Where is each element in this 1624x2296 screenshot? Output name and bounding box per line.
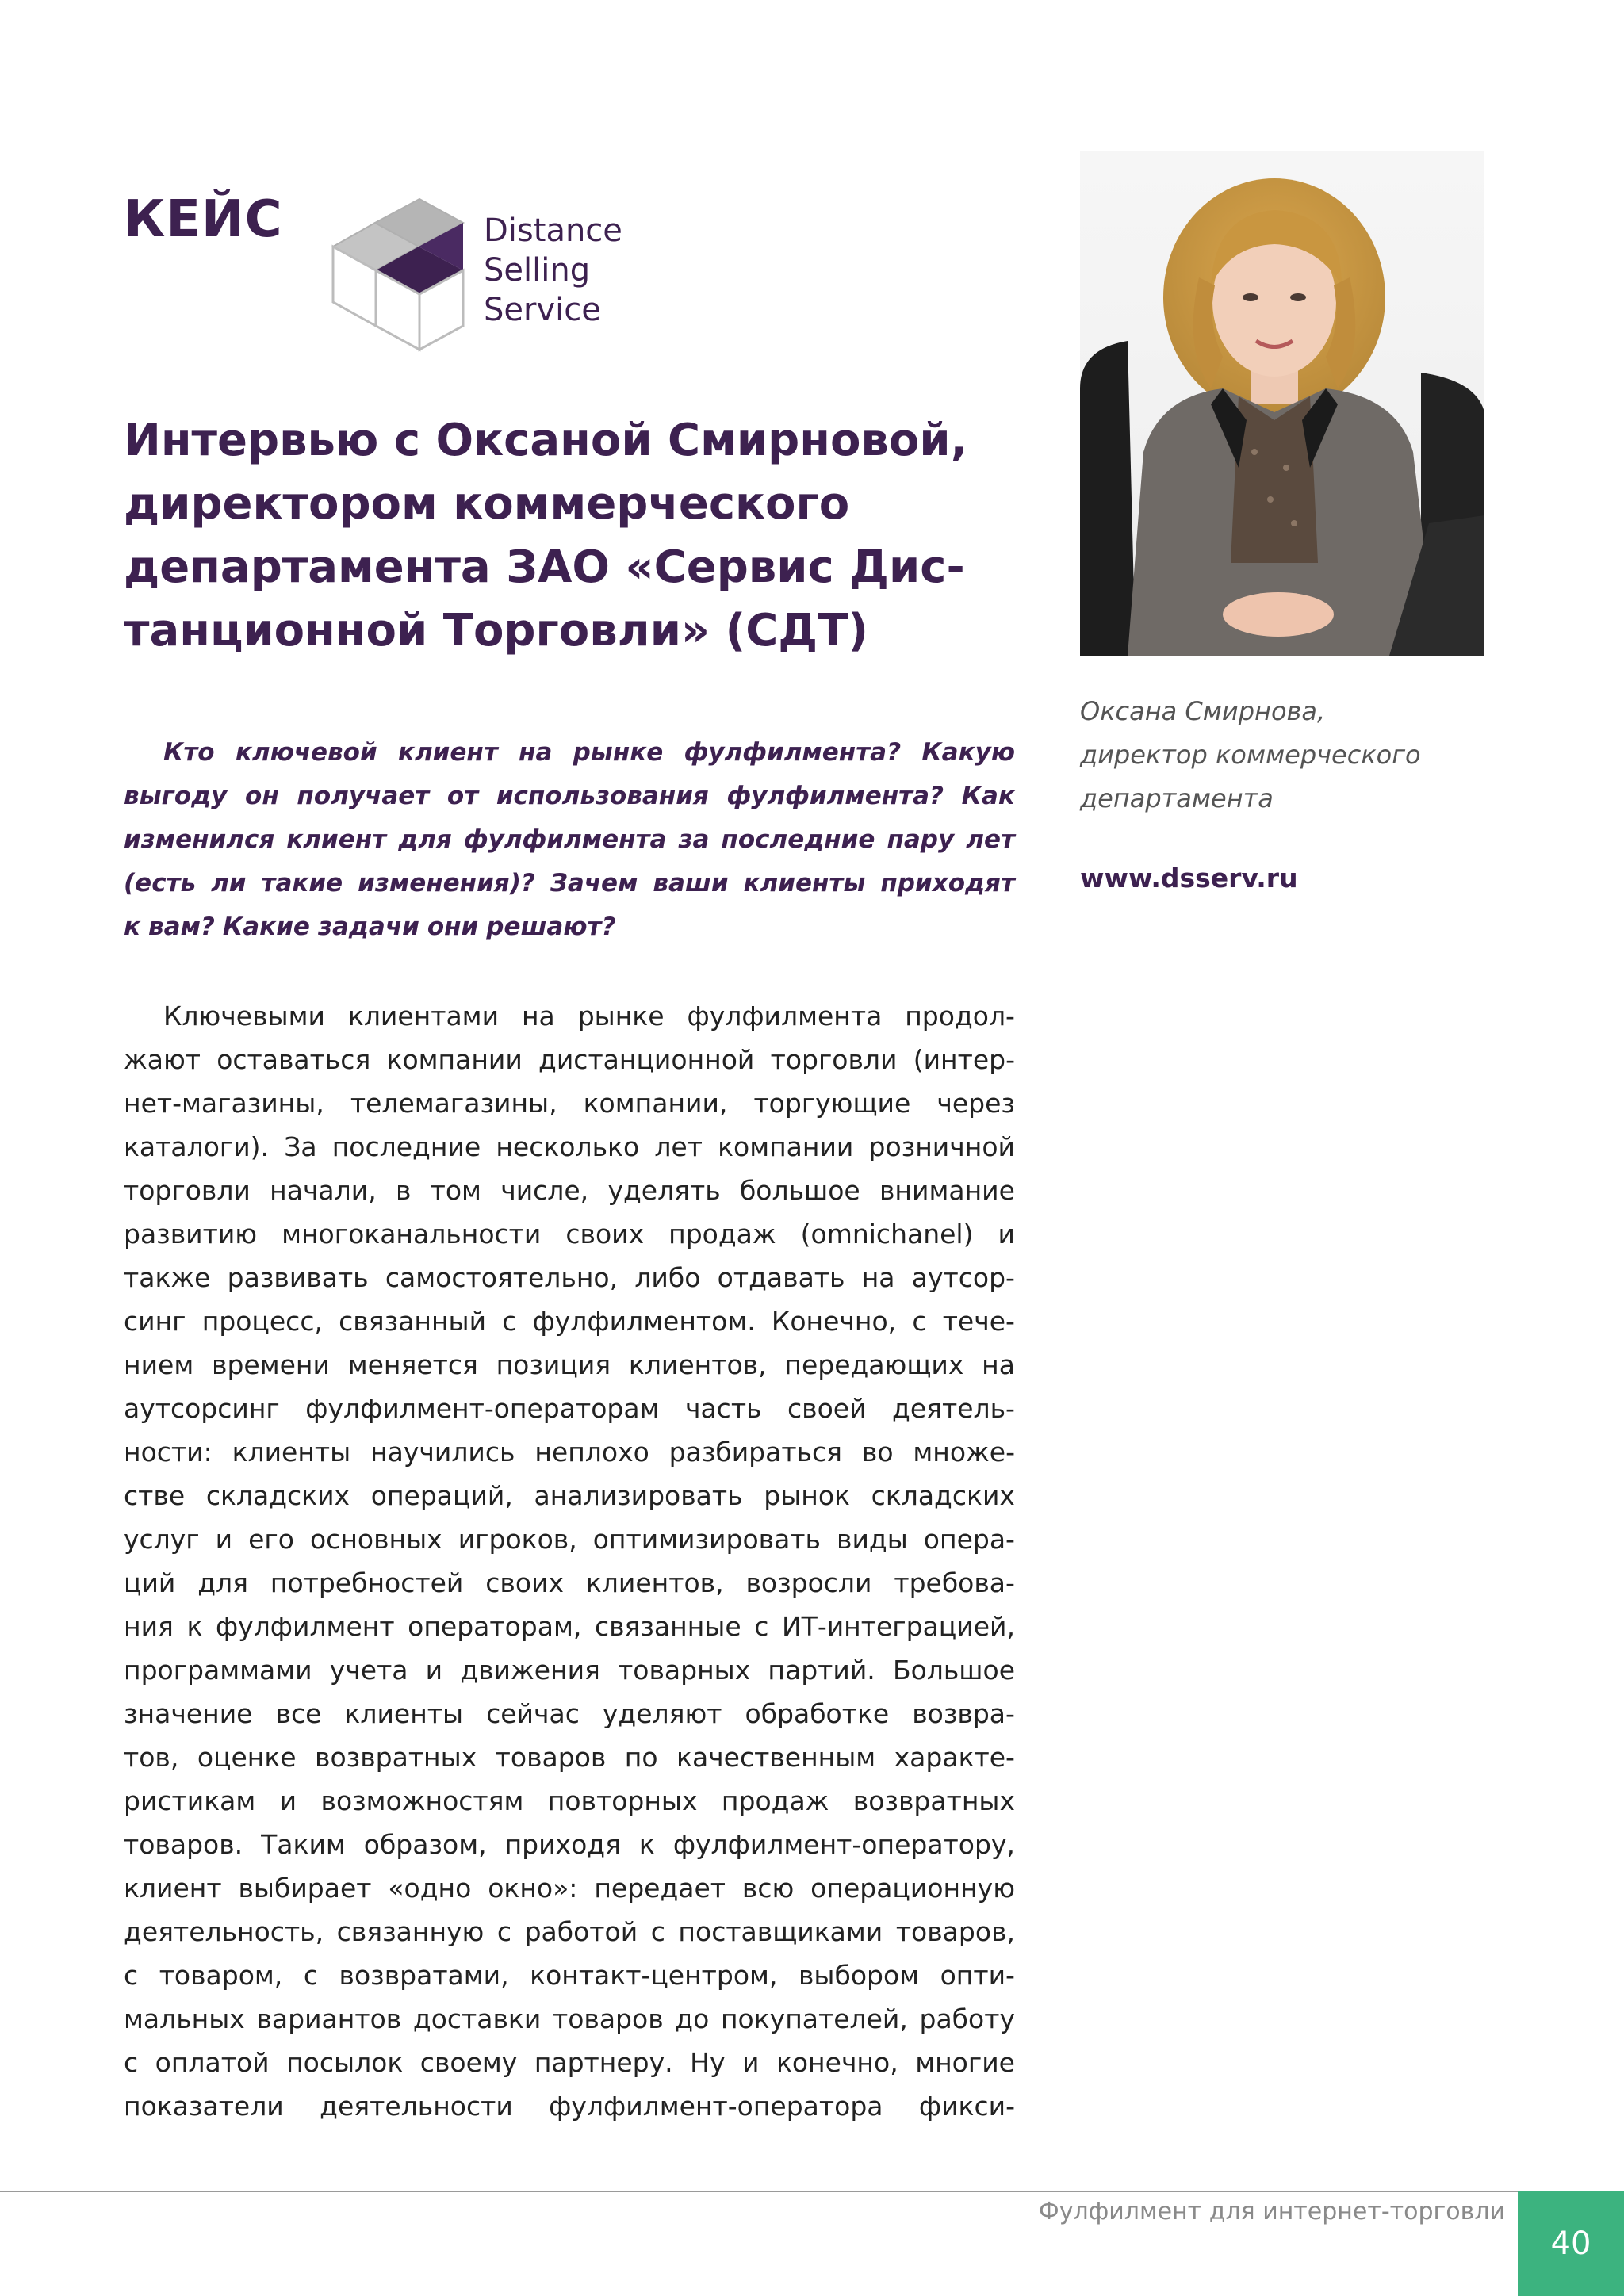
interview-question — [124, 731, 1015, 949]
portrait-photo — [1080, 151, 1484, 656]
body-line: услуг и его основных игроков, оптимизировать виды опера- — [124, 1524, 1015, 1555]
body-line: тов, оценке возвратных товаров по качественным характе- — [124, 1742, 1015, 1773]
body-line: каталоги). За последние несколько лет компании розничной — [124, 1131, 1015, 1162]
body-line: нет-магазины, телемагазины, компании, торгующие через — [124, 1088, 1015, 1119]
body-line: ния к фулфилмент операторам, связанные с ИТ-интеграцией, — [124, 1611, 1015, 1642]
body-line: аутсорсинг фулфилмент-операторам часть своей деятель- — [124, 1393, 1015, 1424]
body-line: ристикам и возможностям повторных продаж возвратных — [124, 1785, 1015, 1816]
question-line: изменился клиент для фулфилмента за последние пару лет — [124, 825, 1015, 854]
body-line: ности: клиенты научились неплохо разбираться во множе- — [124, 1437, 1015, 1468]
body-line: деятельность, связанную с работой с поставщиками товаров, — [124, 1916, 1015, 1947]
page-number: 40 — [1550, 2225, 1591, 2262]
body-line: с оплатой посылок своему партнеру. Ну и конечно, многие — [124, 2047, 1015, 2078]
page-number-badge — [1518, 2191, 1624, 2296]
body-line: синг процесс, связанный с фулфилментом. Конечно, с тече- — [124, 1306, 1015, 1337]
body-line: торговли начали, в том числе, уделять большое внимание — [124, 1175, 1015, 1206]
body-line: с товаром, с возвратами, контакт-центром, выбором опти- — [124, 1960, 1015, 1991]
body-line: мальных вариантов доставки товаров до покупателей, работу — [124, 2003, 1015, 2034]
caption-line: директор коммерческого — [1080, 740, 1421, 770]
question-line: (есть ли такие изменения)? Зачем ваши клиенты приходят — [124, 869, 1015, 897]
body-line: Ключевыми клиентами на рынке фулфилмента продол- — [163, 1001, 1015, 1031]
headline-line: Интервью с Оксаной Смирновой, — [124, 415, 967, 466]
case-label: КЕЙС — [124, 190, 283, 249]
body-line: развитию многоканальности своих продаж (omnichanel) и — [124, 1219, 1015, 1249]
footer-publication-title: Фулфилмент для интернет-торговли — [1038, 2198, 1505, 2225]
question-line: Кто ключевой клиент на рынке фулфилмента? Какую — [163, 738, 1015, 767]
body-line: товаров. Таким образом, приходя к фулфилмент-оператору, — [124, 1829, 1015, 1860]
distance-selling-service-logo — [331, 187, 633, 354]
headline-line: танционной Торговли» (СДТ) — [124, 605, 868, 656]
question-line: выгоду он получает от использования фулфилмента? Как — [124, 782, 1015, 810]
question-line: к вам? Какие задачи они решают? — [124, 913, 616, 941]
footer-divider — [0, 2191, 1518, 2192]
article-headline — [124, 409, 1028, 663]
caption-line: департамента — [1080, 783, 1274, 813]
portrait-illustration — [1080, 151, 1484, 656]
body-line: стве складских операций, анализировать рынок складских — [124, 1480, 1015, 1511]
body-line: нием времени меняется позиция клиентов, передающих на — [124, 1349, 1015, 1380]
cube-logo-icon — [331, 187, 490, 354]
logo-line: Distance — [484, 212, 622, 249]
body-line: клиент выбирает «одно окно»: передает всю операционную — [124, 1873, 1015, 1904]
caption-line: Оксана Смирнова, — [1080, 696, 1326, 726]
photo-caption — [1080, 690, 1524, 821]
headline-line: директором коммерческого — [124, 478, 850, 530]
answer-body — [124, 994, 1015, 2128]
body-line: ций для потребностей своих клиентов, возросли требова- — [124, 1567, 1015, 1598]
body-line: программами учета и движения товарных партий. Большое — [124, 1655, 1015, 1686]
body-line: также развивать самостоятельно, либо отдавать на аутсор- — [124, 1262, 1015, 1293]
logo-text — [484, 211, 622, 330]
headline-line: департамента ЗАО «Сервис Дис- — [124, 541, 965, 593]
body-line: значение все клиенты сейчас уделяют обработке возвра- — [124, 1698, 1015, 1729]
website-link[interactable]: www.dsserv.ru — [1080, 863, 1298, 894]
logo-line: Selling — [484, 252, 591, 289]
body-line: жают оставаться компании дистанционной торговли (интер- — [124, 1044, 1015, 1075]
logo-line: Service — [484, 292, 601, 328]
body-line: показатели деятельности фулфилмент-оператора фикси- — [124, 2091, 1015, 2122]
